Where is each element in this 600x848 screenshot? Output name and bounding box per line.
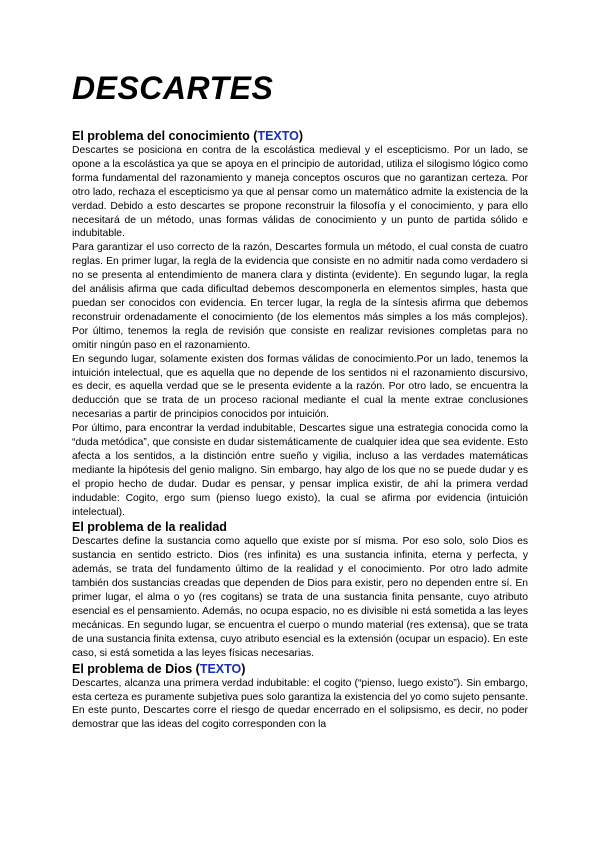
texto-link[interactable]: TEXTO (257, 129, 299, 143)
section-heading (72, 661, 528, 677)
section-heading-text: El problema de Dios ( (72, 661, 200, 676)
paragraph: Por último, para encontrar la verdad indubitable, Descartes sigue una estrategia conocida como la “duda metódica”, que consiste en dudar sistemáticamente de cualquier idea que sea evidente. Esto afecta a los sentidos, a la distinción entre sueño y vigilia, incluso a las verdades matemáticas mediante la hipótesis del genio maligno. Sin embargo, hay algo de los que no se puede dudar y es el propio hecho de dudar. Dudar es pensar, y pensar implica existir, de ahí la primera verdad indudable: Cogito, ergo sum (pienso luego existo), la cual se afirma por evidencia (intuición intelectual). (72, 423, 528, 518)
section-heading (72, 519, 528, 535)
paragraph: Descartes define la sustancia como aquello que existe por sí misma. Por eso solo, solo Dios es sustancia en sentido estricto. Dios (res infinita) es una sustancia infinita, eterna y perfecta, y además, se trata del fundamento último de la realidad y el conocimiento. Por otro lado admite también dos sustancias creadas que dependen de Dios para existir, pero no dependen entre sí. En primer lugar, el alma o yo (res cogitans) se trata de una sustancia finita pensante, cuyo atributo esencial es el pensamiento. Además, no ocupa espacio, no es divisible ni está sometida a las leyes mecánicas. En segundo lugar, se encuentra el cuerpo o mundo material (res extensa), que se trata de una sustancia finita extensa, cuyo atributo esencial es la extensión (ocupar un espacio). En este caso, si está sometida a las leyes físicas necesarias. (72, 536, 528, 659)
section-heading-text: El problema de la realidad (72, 520, 227, 535)
document-title: DESCARTES (72, 70, 274, 106)
section-heading-close: ) (241, 661, 246, 676)
texto-link[interactable]: TEXTO (199, 661, 242, 676)
section-dios (72, 661, 528, 733)
paragraph: Descartes, alcanza una primera verdad indubitable: el cogito (“pienso, luego existo”). Sin embargo, esta certeza es puramente subjetiva pues solo garantiza la existencia del yo como sujeto pensante. En este punto, Descartes corre el riesgo de quedar encerrado en el solipsismo, es decir, no poder demostrar que las ideas del cogito corresponden con la (72, 677, 528, 731)
paragraph: Descartes se posiciona en contra de la escolástica medieval y el escepticismo. Por un lado, se opone a la escolástica ya que se apoya en el principio de autoridad, utiliza el silogismo lógico como forma fundamental del razonamiento y maneja conceptos oscuros que no garantizan certeza. Por otro lado, rechaza el escepticismo ya que al pensar como un matemático admite la existencia de la verdad. Debido a esto descartes se propone reconstruir la filosofía y el conocimiento, y para ello necesitará de un método, unas formas válidas de conocimiento y un punto de partida sólido e indubitable. (72, 145, 528, 240)
section-heading-text: El problema del conocimiento ( (72, 129, 258, 143)
section-heading (72, 128, 528, 144)
document-page (72, 70, 528, 732)
paragraph: Para garantizar el uso correcto de la razón, Descartes formula un método, el cual consta de cuatro reglas. En primer lugar, la regla de la evidencia que consiste en no admitir nada como verdadero si no se presenta al entendimiento de manera clara y distinta (evidente). En segundo lugar, la regla del análisis afirma que cada dificultad debemos descomponerla en elementos simples, hasta que puedan ser conocidos con evidencia. En tercer lugar, la regla de la síntesis afirma que debemos reconstruir ordenadamente el conocimiento (de los elementos más simples a los más complejos). Por último, tenemos la regla de revisión que consiste en realizar revisiones completas para no omitir ningún paso en el razonamiento. (72, 242, 528, 351)
section-heading-close: ) (298, 129, 304, 143)
section-conocimiento (72, 128, 528, 519)
section-realidad (72, 519, 528, 660)
paragraph: En segundo lugar, solamente existen dos formas válidas de conocimiento.Por un lado, tenemos la intuición intelectual, que es aquella que no depende de los sentidos ni el razonamiento discursivo, es decir, es aquella verdad que se le presenta evidente a la razón. Por otro lado, se encuentra la deducción que se trata de un proceso racional mediante el cual la mente extrae conclusiones necesarias a partir de principios conocidos por intuición. (72, 353, 528, 421)
